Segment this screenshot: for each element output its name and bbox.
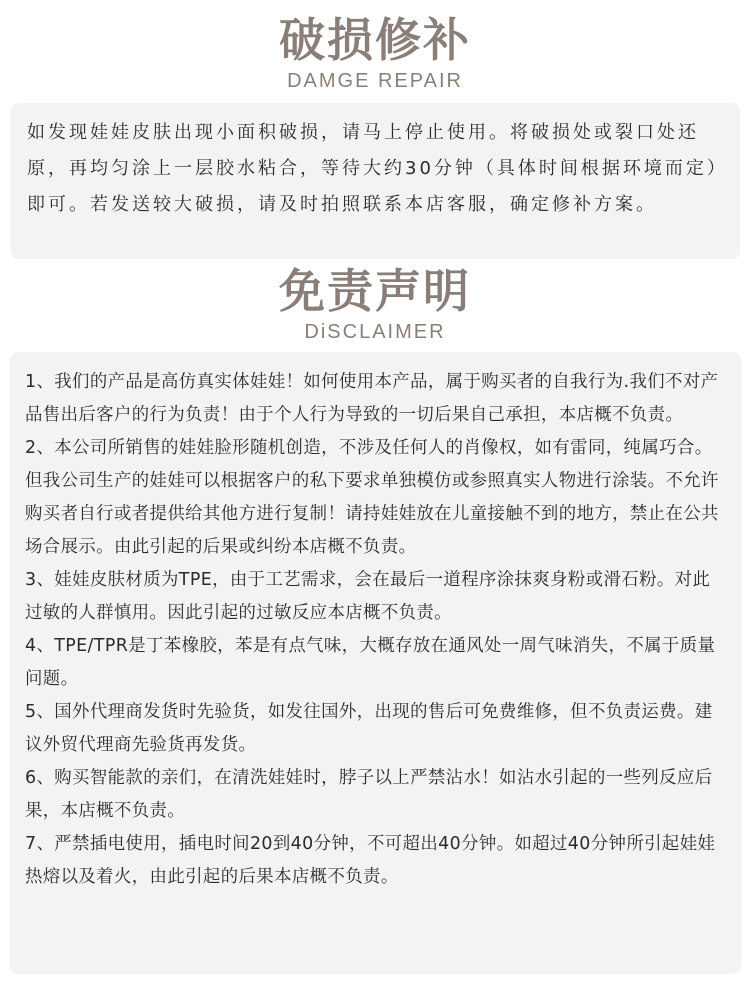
disclaimer-item-1: 1、我们的产品是高仿真实体娃娃！如何使用本产品，属于购买者的自我行为.我们不对产品售出后客户的行为负责！由于个人行为导致的一切后果自己承担，本店概不负责。 [25, 372, 719, 425]
repair-title: 破损修补 [279, 13, 471, 67]
repair-subtitle: DAMGE REPAIR [287, 70, 463, 92]
disclaimer-section-header [0, 265, 750, 343]
repair-text-box [11, 103, 740, 259]
disclaimer-item-3: 3、娃娃皮肤材质为TPE，由于工艺需求，会在最后一道程序涂抹爽身粉或滑石粉。对此过敏的人群慎用。因此引起的过敏反应本店概不负责。 [25, 570, 711, 623]
disclaimer-title: 免责声明 [279, 264, 471, 318]
disclaimer-item-6: 6、购买智能款的亲们，在清洗娃娃时，脖子以上严禁沾水！如沾水引起的一些列反应后果，本店概不负责。 [25, 768, 713, 821]
disclaimer-item-7: 7、严禁插电使用，插电时间20到40分钟，不可超出40分钟。如超过40分钟所引起娃娃热熔以及着火，由此引起的后果本店概不负责。 [25, 834, 716, 887]
disclaimer-item-2: 2、本公司所销售的娃娃脸形随机创造，不涉及任何人的肖像权，如有雷同，纯属巧合。但我公司生产的娃娃可以根据客户的私下要求单独模仿或参照真实人物进行涂装。不允许购买者自行或者提供给其他方进行复制！请持娃娃放在儿童接触不到的地方，禁止在公共场合展示。由此引起的后果或纠纷本店概不负责。 [25, 438, 719, 557]
disclaimer-item-4: 4、TPE/TPR是丁苯橡胶，苯是有点气味，大概存放在通风处一周气味消失，不属于质量问题。 [25, 636, 716, 689]
repair-body: 如发现娃娃皮肤出现小面积破损，请马上停止使用。将破损处或裂口处还原，再均匀涂上一层胶水粘合，等待大约30分钟（具体时间根据环境而定）即可。若发送较大破损，请及时拍照联系本店客服，确定修补方案。 [27, 122, 719, 215]
disclaimer-subtitle: DiSCLAIMER [304, 321, 446, 343]
repair-section-header [0, 14, 750, 92]
disclaimer-item-5: 5、国外代理商发货时先验货，如发往国外，出现的售后可免费维修，但不负责运费。建议外贸代理商先验货再发货。 [25, 702, 713, 755]
disclaimer-text-box [10, 352, 741, 974]
